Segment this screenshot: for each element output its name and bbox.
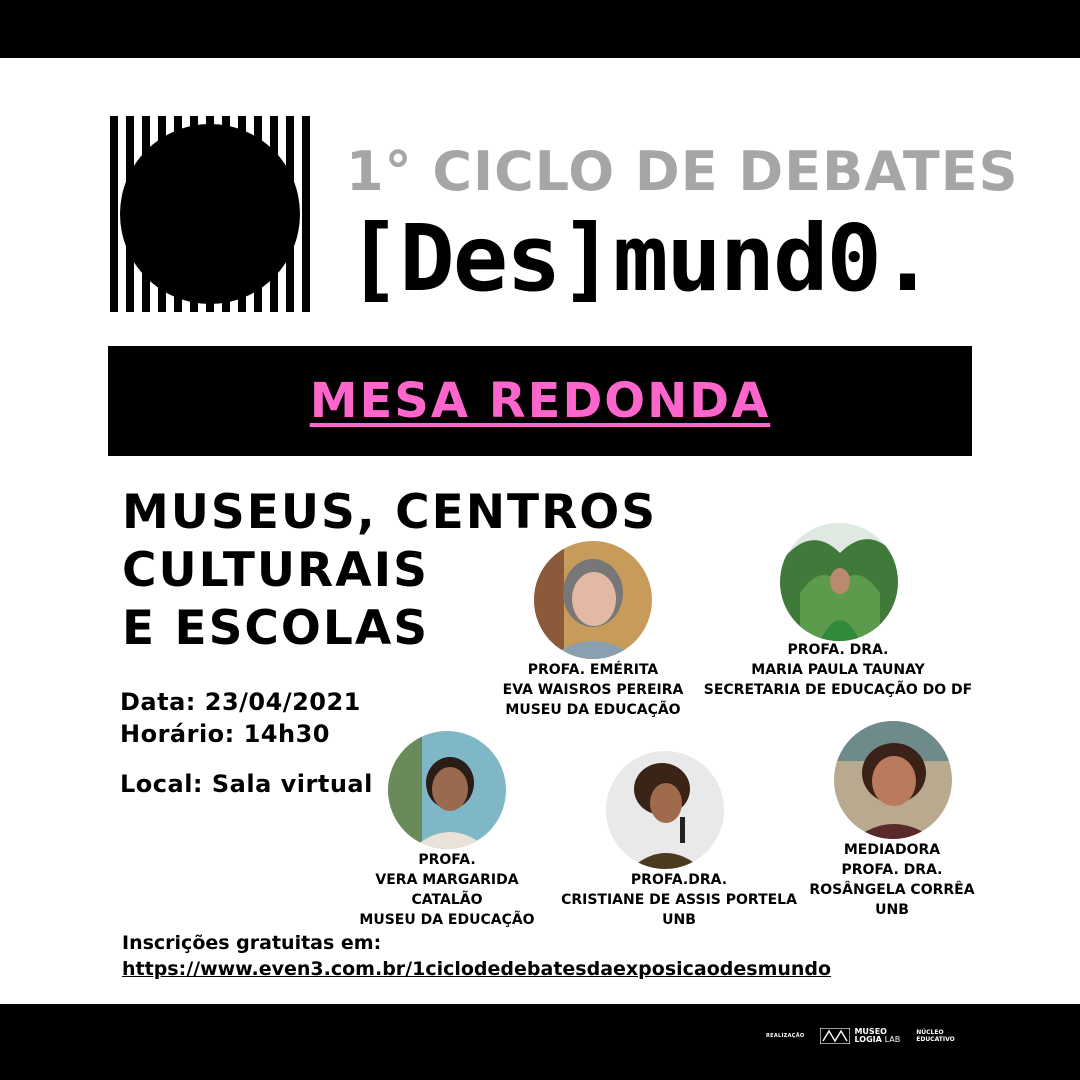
speaker-caption-vera [350, 850, 544, 930]
speaker-title: PROFA. EMÉRITA [527, 662, 659, 678]
nucleo-line2: EDUCATIVO [916, 1036, 955, 1043]
speaker-name: ROSÂNGELA CORRÊA [809, 882, 975, 898]
event-time: Horário: 14h30 [120, 720, 330, 748]
speaker-photo-eva [534, 541, 652, 659]
topic-line: E ESCOLAS [122, 601, 430, 656]
speaker-caption-eva [496, 660, 690, 720]
speaker-photo-maria-paula [780, 523, 898, 641]
signup-label: Inscrições gratuitas em: [122, 932, 382, 954]
top-bar [0, 0, 1080, 58]
speaker-title: PROFA. [418, 852, 476, 868]
sponsors [766, 1028, 955, 1044]
speaker-caption-rosangela [794, 840, 990, 920]
museologia-lab-icon [820, 1028, 850, 1044]
speaker-name: MARIA PAULA TAUNAY [751, 662, 925, 678]
speaker-name: EVA WAISROS PEREIRA [502, 682, 684, 698]
topic-line: CULTURAIS [122, 543, 429, 598]
speaker-photo-rosangela [834, 721, 952, 839]
signup-section [122, 930, 831, 982]
event-type-banner [108, 346, 972, 456]
speaker-affiliation: UNB [875, 902, 909, 918]
speaker-title: PROFA.DRA. [630, 872, 728, 888]
speaker-affiliation: SECRETARIA DE EDUCAÇÃO DO DF [703, 682, 973, 698]
speaker-affiliation: UNB [662, 912, 696, 928]
event-date: Data: 23/04/2021 [120, 688, 361, 716]
realizacao-label: REALIZAÇÃO [766, 1033, 805, 1039]
speaker-name: VERA MARGARIDA [375, 872, 519, 888]
speaker-affiliation: MUSEU DA EDUCAÇÃO [359, 912, 535, 928]
speaker-name: CRISTIANE DE ASSIS PORTELA [561, 892, 797, 908]
museo-line2: LOGIA [854, 1035, 882, 1044]
museologia-lab-logo [820, 1028, 900, 1044]
cycle-title: 1° CICLO DE DEBATES [346, 140, 1019, 203]
speaker-photo-cristiane [606, 751, 724, 869]
speaker-caption-cristiane [556, 870, 802, 930]
topic-line: MUSEUS, CENTROS [122, 485, 658, 540]
nucleo-educativo-logo [916, 1029, 955, 1043]
nucleo-line1: NÚCLEO [916, 1029, 944, 1036]
speaker-photo-vera [388, 731, 506, 849]
museo-lab: LAB [884, 1035, 901, 1044]
speaker-name: CATALÃO [411, 892, 483, 908]
speaker-role: MEDIADORA [843, 842, 941, 858]
speaker-title: PROFA. DRA. [787, 642, 889, 658]
desmundo-logo [110, 116, 310, 312]
event-location: Local: Sala virtual [120, 770, 373, 798]
speaker-caption-maria-paula [700, 640, 976, 700]
event-type-label: MESA REDONDA [309, 373, 771, 429]
speaker-title: PROFA. DRA. [841, 862, 943, 878]
signup-link[interactable]: https://www.even3.com.br/1ciclodedebatesdaexposicaodesmundo [122, 958, 832, 980]
museo-line1: MUSEO [854, 1027, 887, 1036]
brand-name: [Des]mund0. [346, 205, 934, 312]
speaker-affiliation: MUSEU DA EDUCAÇÃO [505, 702, 681, 718]
